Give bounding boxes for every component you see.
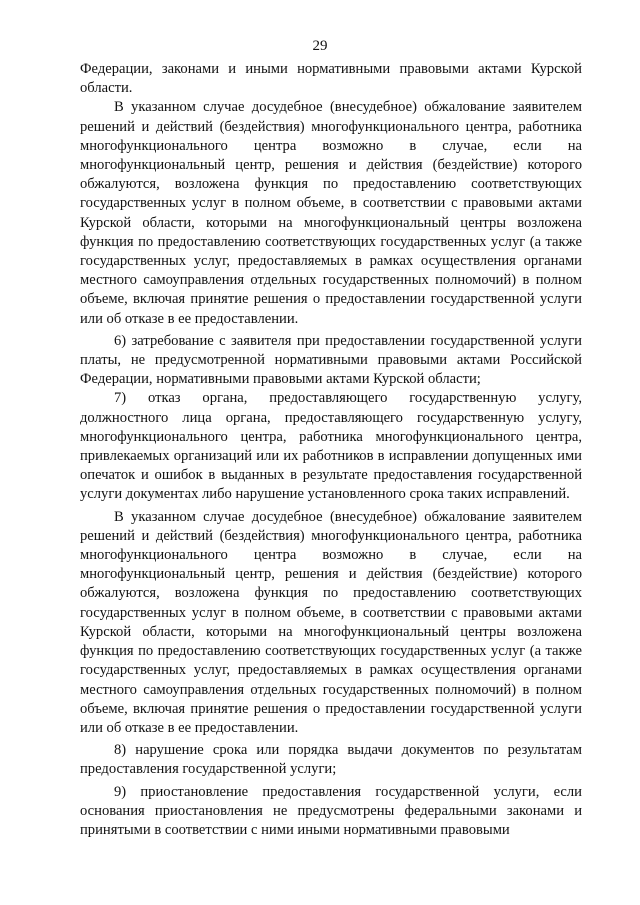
list-item-7: 7) отказ органа, предоставляющего государственную услугу, должностного лица органа, предоставляющего государственную услугу, многофункционального центра, работника многофункционального центра, привлекаемых организаций или их работников в исправлении допущенных ими опечаток и ошибок в выданных в результате предоставления государственной услуги документах либо нарушение установленного срока таких исправлений. bbox=[80, 390, 582, 503]
list-item-9: 9) приостановление предоставления государственной услуги, если основания приостановления не предусмотрены федеральными законами и принятыми в соответствии с ними иными нормативными правовыми bbox=[80, 783, 582, 838]
paragraph-continuation: Федерации, законами и иными нормативными правовыми актами Курской области. bbox=[80, 61, 582, 97]
page-number: 29 bbox=[312, 38, 328, 54]
paragraph-mfc-appeal-1: В указанном случае досудебное (внесудебное) обжалование заявителем решений и действий (бездействия) многофункционального центра, работника многофункционального центра возможно в случае, если на многофункциональный центр, решения и действия (бездействие) которого обжалуются, возложена функция по предоставлению соответствующих государственных услуг в полном объеме, в соответствии с правовыми актами Курской области, которыми на многофункциональный центры возложена функция по предоставлению соответствующих государственных услуг (а также государственных услуг, предоставляемых в рамках осуществления органами местного самоуправления отдельных государственных полномочий) в полном объеме, включая принятие решения о предоставлении государственной услуги или об отказе в ее предоставлении. bbox=[80, 99, 582, 327]
document-body bbox=[80, 60, 582, 840]
list-item-8: 8) нарушение срока или порядка выдачи документов по результатам предоставления государственной услуги; bbox=[80, 742, 582, 778]
paragraph-mfc-appeal-2: В указанном случае досудебное (внесудебное) обжалование заявителем решений и действий (бездействия) многофункционального центра, работника многофункционального центра возможно в случае, если на многофункциональный центр, решения и действия (бездействие) которого обжалуются, возложена функция по предоставлению соответствующих государственных услуг в полном объеме, в соответствии с правовыми актами Курской области, которыми на многофункциональный центры возложена функция по предоставлению соответствующих государственных услуг (а также государственных услуг, предоставляемых в рамках осуществления органами местного самоуправления отдельных государственных полномочий) в полном объеме, включая принятие решения о предоставлении государственной услуги или об отказе в ее предоставлении. bbox=[80, 508, 582, 736]
list-item-6: 6) затребование с заявителя при предоставлении государственной услуги платы, не предусмотренной нормативными правовыми актами Российской Федерации, нормативными правовыми актами Курской области; bbox=[80, 332, 582, 388]
